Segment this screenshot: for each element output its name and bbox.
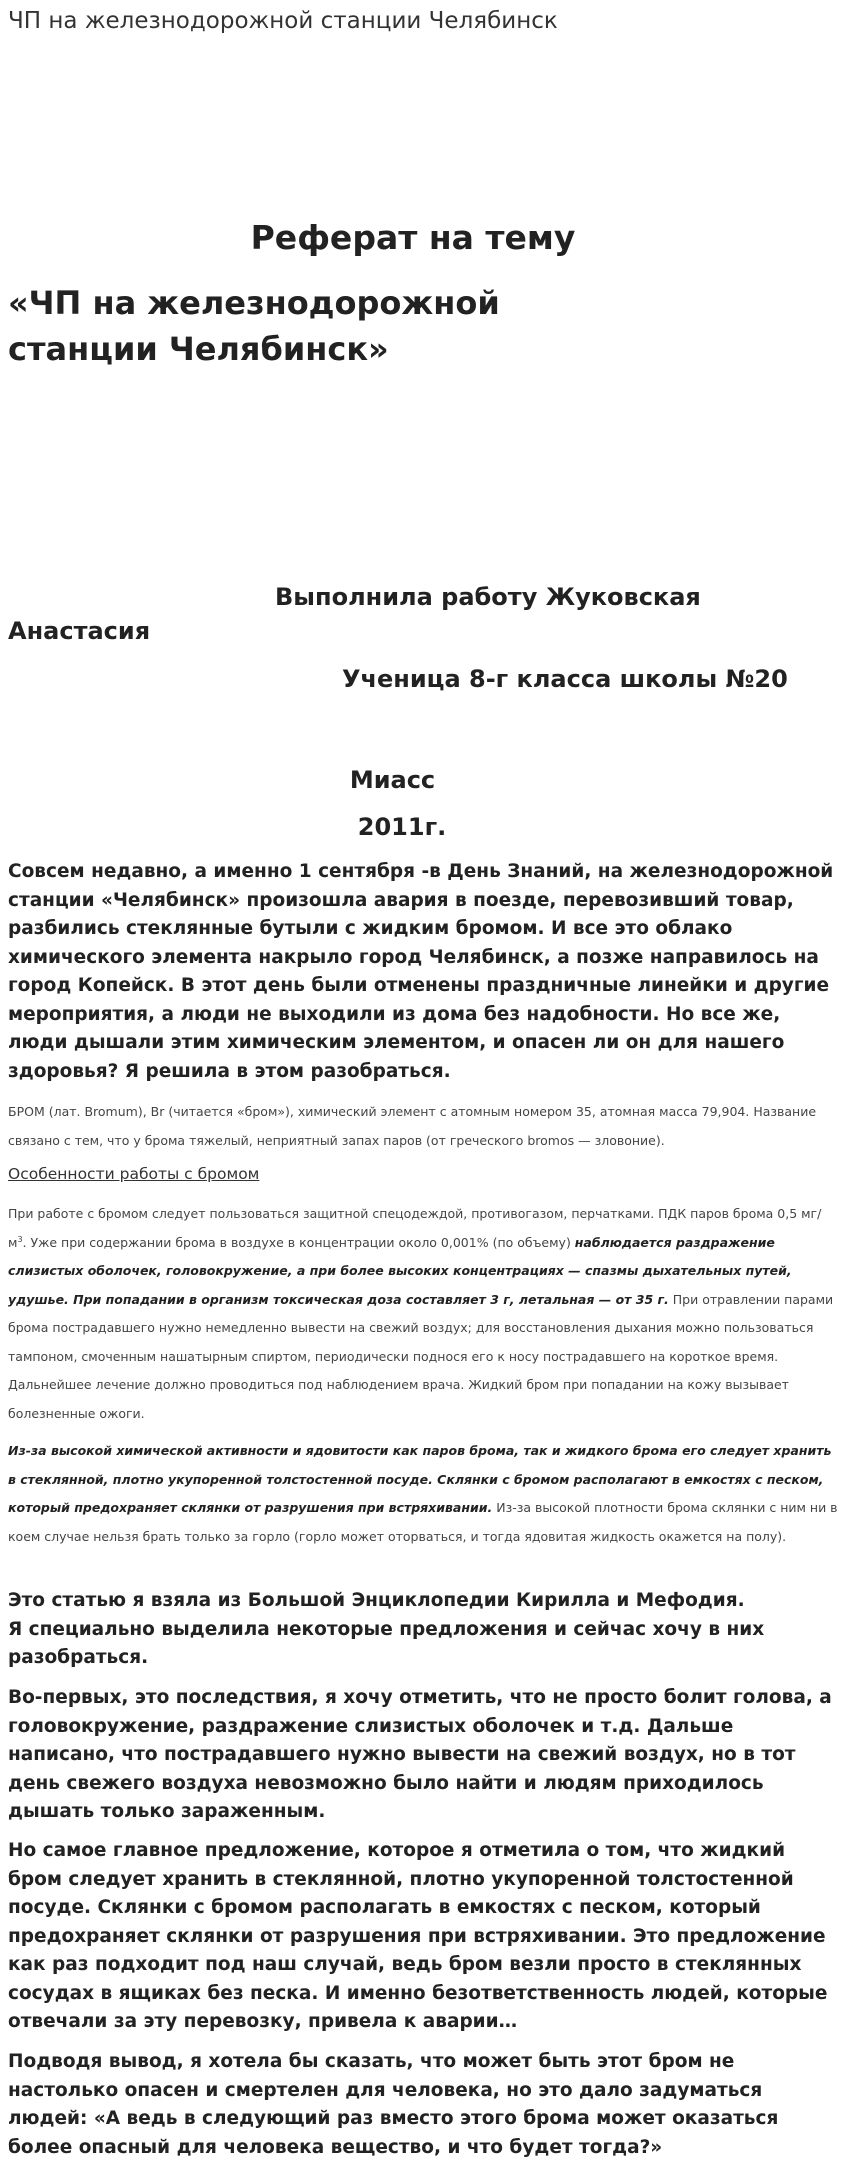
source-paragraph: Это статью я взяла из Большой Энциклопедии Кирилла и Мефодия. Я специально выделила некоторые предложения и сейчас хочу в них разобраться. <box>8 1590 765 1668</box>
work-emphasis: наблюдается раздражение слизистых оболочек, головокружение, а при более высоких концентрациях — спазмы дыхательных путей, удушье. При попадании в организм токсическая доза составляет 3 г, летальная — от 35 г. <box>8 1234 792 1307</box>
work-superscript: 3 <box>17 1234 23 1244</box>
document-header-title: ЧП на железнодорожной станции Челябинск <box>8 8 558 34</box>
essay-heading: Реферат на тему <box>250 218 576 257</box>
conclusion-paragraph: Подводя вывод, я хотела бы сказать, что может быть этот бром не настолько опасен и смертелен для человека, но это дало задуматься людей: «А ведь в следующий раз вместо этого брома может оказаться более опасный для человека вещество, и что будет тогда?» <box>8 2051 779 2158</box>
author-line: Выполнила работу Жуковская <box>275 583 701 611</box>
author-class: Ученица 8-г класса школы №20 <box>342 665 788 693</box>
features-heading: Особенности работы с бромом <box>8 1165 260 1183</box>
author-name: Анастасия <box>8 617 151 645</box>
storage-text: Из-за высокой плотности брома склянки с ним ни в коем случае нельзя брать только за горло (горло может оторваться, и тогда ядовитая жидкость окажется на полу). <box>8 1500 838 1544</box>
storage-paragraph <box>8 1437 838 1551</box>
year: 2011г. <box>357 813 447 841</box>
essay-subject: «ЧП на железнодорожной станции Челябинск» <box>8 284 500 368</box>
work-text-1: При работе с бромом следует пользоваться защитной спецодеждой, противогазом, перчатками. ПДК паров брома 0,5 мг/м <box>8 1206 822 1250</box>
first-point-paragraph: Во-первых, это последствия, я хочу отметить, что не просто болит голова, а головокружение, раздражение слизистых оболочек и т.д. Дальше написано, что пострадавшего нужно вывести на свежий воздух, но в тот день свежего воздуха невозможно было найти и людям приходилось дышать только зараженным. <box>8 1687 832 1822</box>
brom-definition: БРОМ (лат. Bromum), Br (читается «бром»), химический элемент с атомным номером 35, атомная масса 79,904. Название связано с тем, что у брома тяжелый, неприятный запах паров (от греческого bromos — зловоние). <box>8 1104 817 1148</box>
work-with-brom-paragraph <box>8 1200 838 1428</box>
main-point-paragraph: Но самое главное предложение, которое я отметила о том, что жидкий бром следует хранить в стеклянной, плотно укупоренной толстостенной посуде. Склянки с бромом располагать в емкостях с песком, который предохраняет склянки от разрушения при встряхивании. Это предложение как раз подходит под наш случай, ведь бром везли просто в стеклянных сосудах в ящиках без песка. И именно безответственность людей, которые отвечали за эту перевозку, привела к аварии… <box>8 1840 828 2032</box>
intro-paragraph: Совсем недавно, а именно 1 сентября -в День Знаний, на железнодорожной станции «Челябинск» произошла авария в поезде, перевозивший товар, разбились стеклянные бутыли с жидким бромом. И все это облако химического элемента накрыло город Челябинск, а позже направилось на город Копейск. В этот день были отменены праздничные линейки и другие мероприятия, а люди не выходили из дома без надобности. Но все же, люди дышали этим химическим элементом, и опасен ли он для нашего здоровья? Я решила в этом разобраться. <box>8 861 834 1082</box>
work-text-2: . Уже при содержании брома в воздухе в концентрации около 0,001% (по объему) <box>22 1234 575 1250</box>
storage-emphasis: Из-за высокой химической активности и ядовитости как паров брома, так и жидкого брома его следует хранить в стеклянной, плотно укупоренной толстостенной посуде. Склянки с бромом располагают в емкостях с песком, который предохраняет склянки от разрушения при встряхивании. <box>8 1443 832 1515</box>
city: Миасс <box>349 766 436 794</box>
work-text-3: При отравлении парами брома пострадавшего нужно немедленно вывести на свежий воздух; для восстановления дыхания можно пользоваться тампоном, смоченным нашатырным спиртом, периодически поднося его к носу пострадавшего на короткое время. Дальнейшее лечение должно проводиться под наблюдением врача. Жидкий бром при попадании на кожу вызывает болезненные ожоги. <box>8 1291 834 1421</box>
